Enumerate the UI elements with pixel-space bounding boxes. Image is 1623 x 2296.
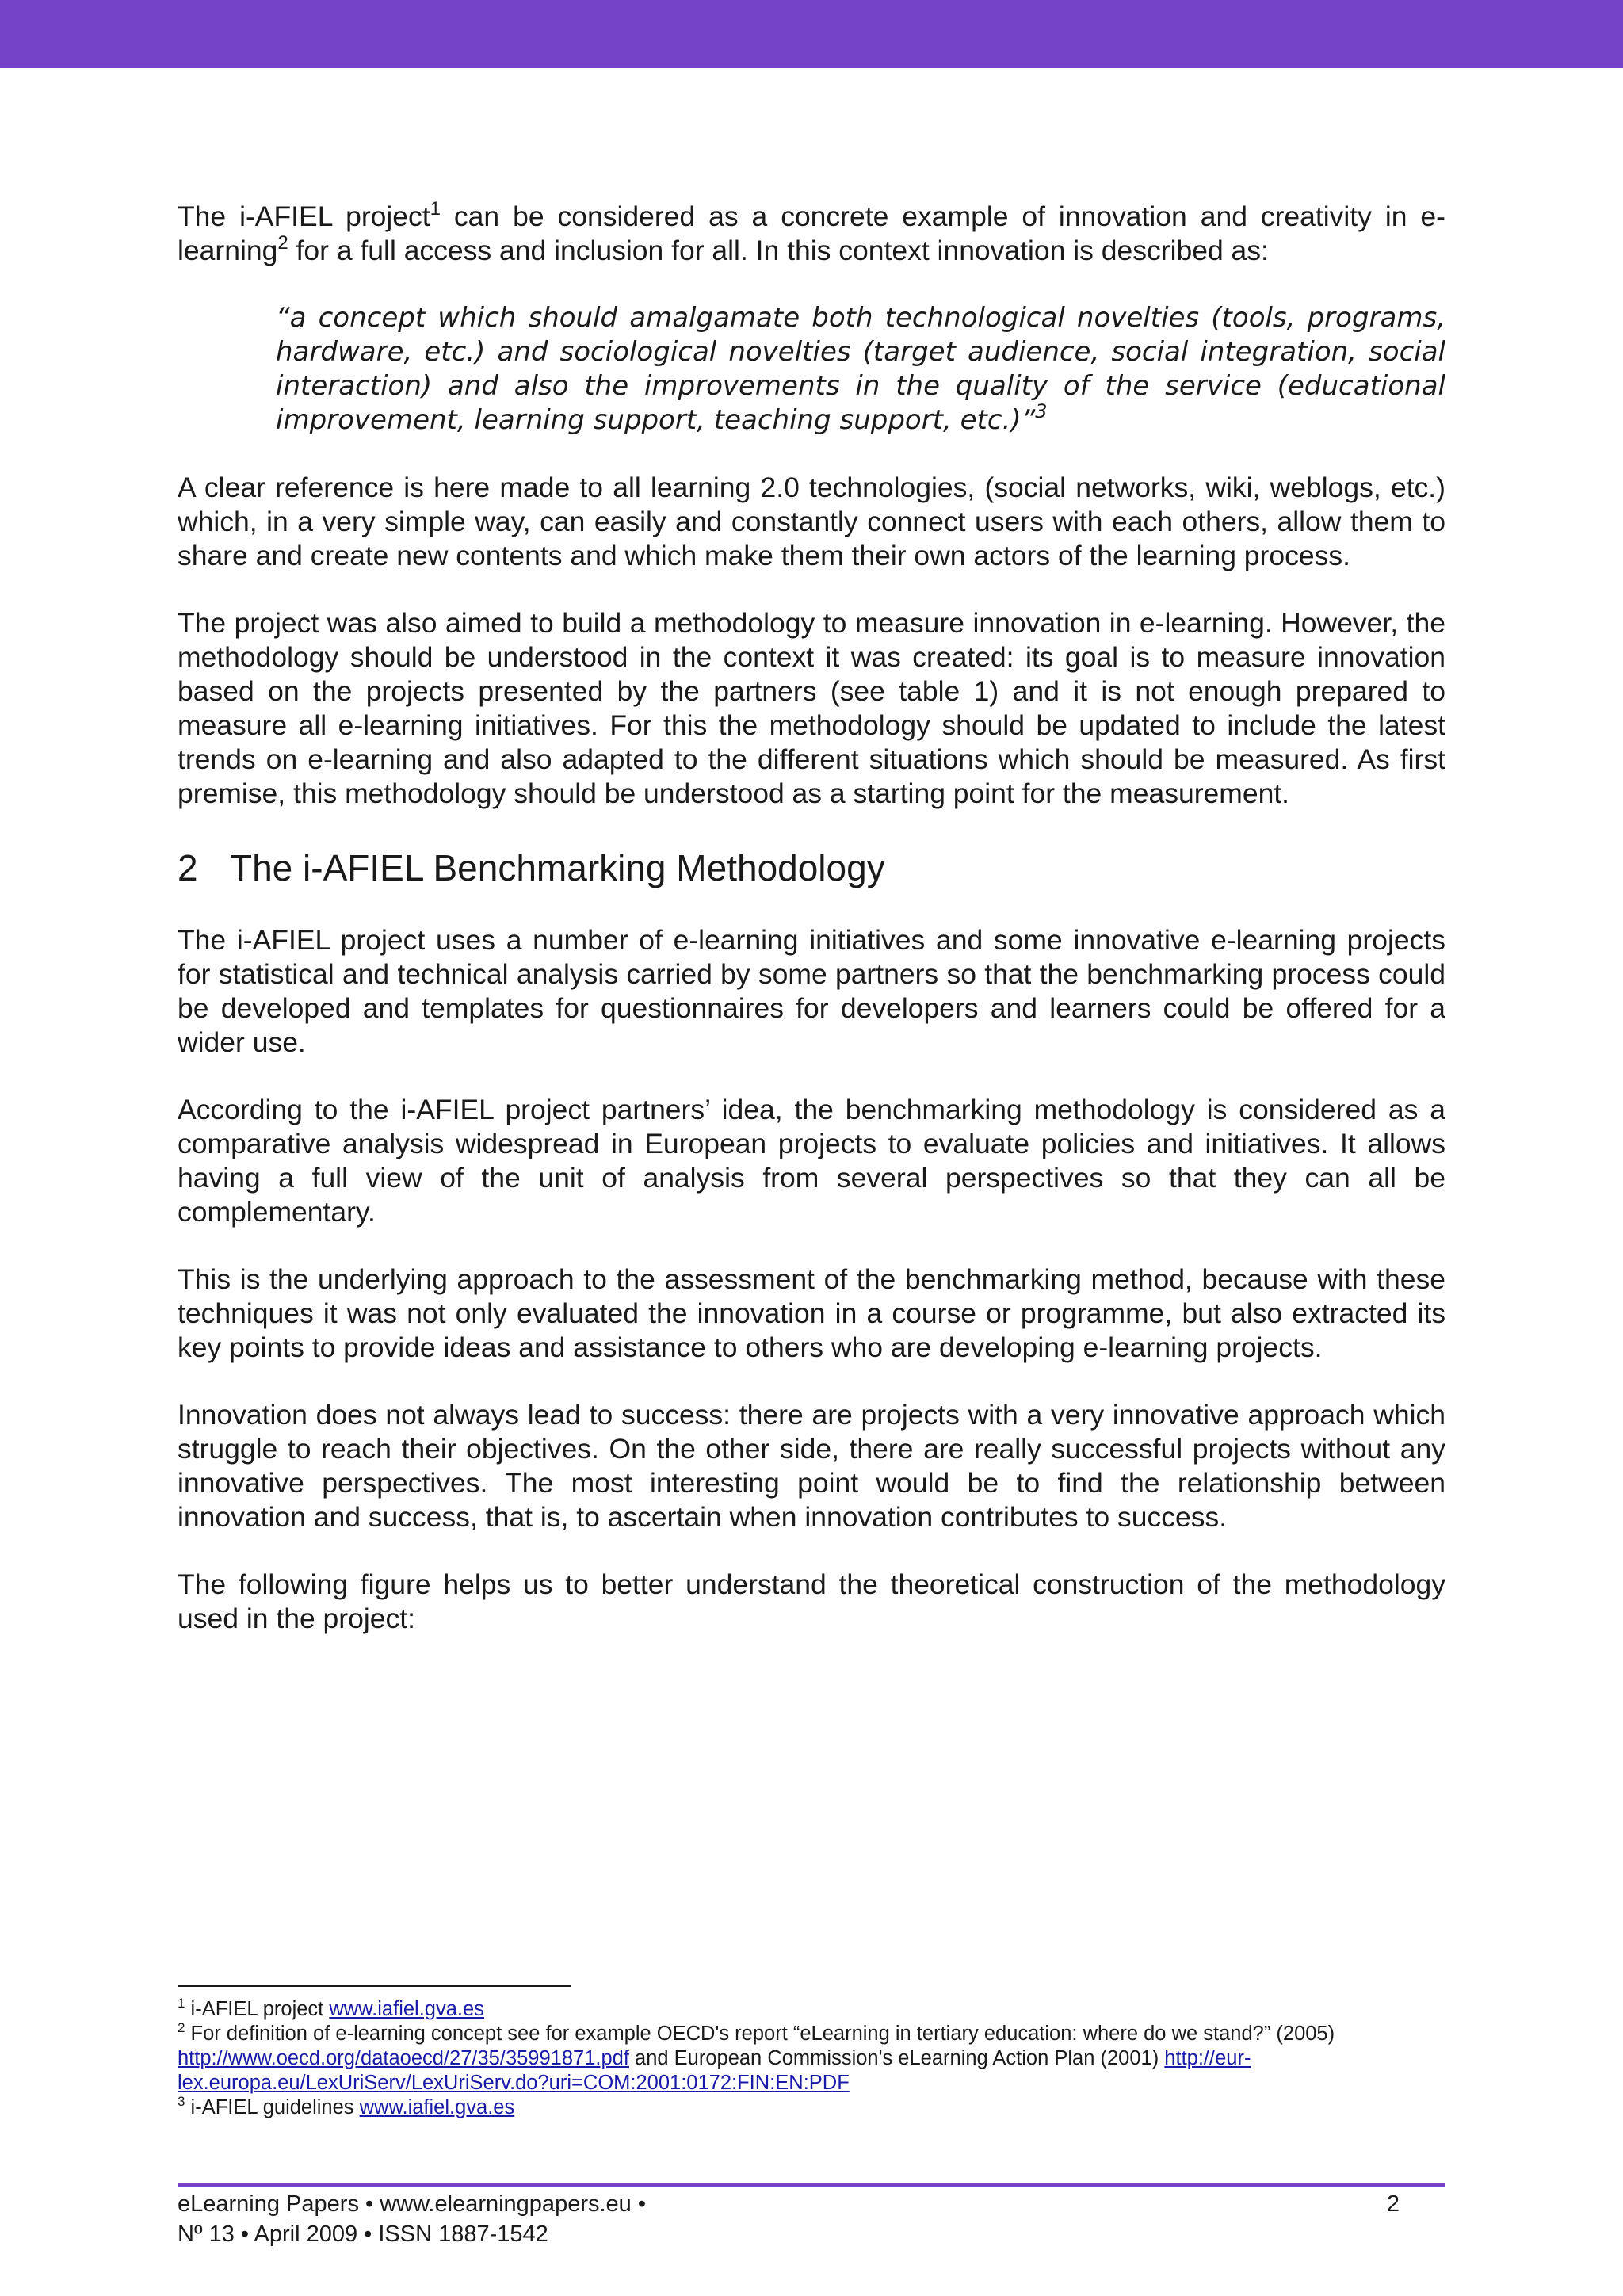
intro-paragraph: [178, 200, 1445, 268]
intro-text-3: for a full access and inclusion for all. In this context innovation is described as:: [288, 235, 1269, 266]
paragraph: The following figure helps us to better understand the theoretical construction of the methodology used in the project:: [178, 1568, 1445, 1634]
paragraph: This is the underlying approach to the assessment of the benchmarking method, because with these techniques it was not only evaluated the innovation in a course or programme, but also extracted its key points to provide ideas and assistance to others who are developing e-learning projects.: [178, 1263, 1445, 1363]
quote-text: “a concept which should amalgamate both technological novelties (tools, programs, hardware, etc.) and sociological novelties (target audience, social integration, social interaction) and also the improvements in the quality of the service (educational improvement, learning support, teaching support, etc.)”: [276, 302, 1445, 436]
header-band: [0, 0, 1623, 68]
footnote-text: and European Commission's eLearning Action Plan (2001): [628, 2047, 1165, 2069]
footnote-ref-1[interactable]: 1: [430, 198, 441, 220]
footnote-number: 2: [178, 2020, 185, 2035]
page-number: 2: [1386, 2191, 1400, 2217]
paragraph: Innovation does not always lead to success: there are projects with a very innovative approach which struggle to reach their objectives. On the other side, there are really successful projects without any innovative perspectives. The most interesting point would be to find the relationship between innovation and success, that is, to ascertain when innovation contributes to success.: [178, 1399, 1445, 1533]
paragraph: A clear reference is here made to all learning 2.0 technologies, (social networks, wiki, weblogs, etc.) which, in a very simple way, can easily and constantly connect users with each others, allow them to share and create new contents and which make them their own actors of the learning process.: [178, 472, 1445, 571]
footnote-link[interactable]: http://www.oecd.org/dataoecd/27/35/35991871.pdf: [178, 2047, 629, 2069]
section-number: 2: [178, 847, 198, 888]
footer-separator: [178, 2183, 1445, 2187]
footnote-link[interactable]: http://eur-lex.europa.eu/LexUriServ/LexUriServ.do?uri=COM:2001:0172:FIN:EN:PDF: [178, 2047, 1251, 2094]
footnote-2: [178, 2022, 1477, 2095]
footnote-number: 1: [178, 1996, 185, 2011]
footnote-1: [178, 1997, 1477, 2022]
footnote-text: For definition of e-learning concept see for example OECD's report “eLearning in tertiary education: where do we stand?” (2005): [185, 2023, 1335, 2045]
footnote-link[interactable]: www.iafiel.gva.es: [329, 1998, 484, 2020]
footnote-3: [178, 2095, 1477, 2120]
footnote-link[interactable]: www.iafiel.gva.es: [359, 2096, 515, 2118]
footer-line-2: Nº 13 • April 2009 • ISSN 1887-1542: [178, 2222, 548, 2247]
paragraph: The i-AFIEL project uses a number of e-learning initiatives and some innovative e-learning projects for statistical and technical analysis carried by some partners so that the benchmarking process could be developed and templates for questionnaires for developers and learners could be offered for a wider use.: [178, 924, 1445, 1058]
footnote-text: i-AFIEL guidelines: [185, 2096, 360, 2118]
footnotes: [178, 1997, 1477, 2120]
intro-text-2: can be considered as a concrete example of innovation and creativity in e-learning: [178, 201, 1445, 266]
paragraph: According to the i-AFIEL project partners’ idea, the benchmarking methodology is considered as a comparative analysis widespread in European projects to evaluate policies and initiatives. It allows having a full view of the unit of analysis from several perspectives so that they can all be complementary.: [178, 1094, 1445, 1228]
section-heading: [178, 844, 1445, 892]
footnote-ref-3[interactable]: 3: [1035, 400, 1048, 422]
page-footer: [178, 2189, 1445, 2249]
footnote-text: i-AFIEL project: [185, 1998, 330, 2020]
page-content: [178, 200, 1445, 1669]
block-quote: [276, 301, 1445, 437]
intro-text-1: The i-AFIEL project: [178, 201, 430, 232]
footer-line-1: eLearning Papers • www.elearningpapers.eu •: [178, 2191, 647, 2217]
paragraph: The project was also aimed to build a methodology to measure innovation in e-learning. However, the methodology should be understood in the context it was created: its goal is to measure innovation based on the projects presented by the partners (see table 1) and it is not enough prepared to measure all e-learning initiatives. For this the methodology should be updated to include the latest trends on e-learning and also adapted to the different situations which should be measured. As first premise, this methodology should be understood as a starting point for the measurement.: [178, 607, 1445, 809]
footnote-ref-2[interactable]: 2: [277, 232, 288, 254]
footnote-separator: [178, 1985, 571, 1987]
section-title: The i-AFIEL Benchmarking Methodology: [230, 847, 885, 888]
footnote-number: 3: [178, 2094, 185, 2109]
